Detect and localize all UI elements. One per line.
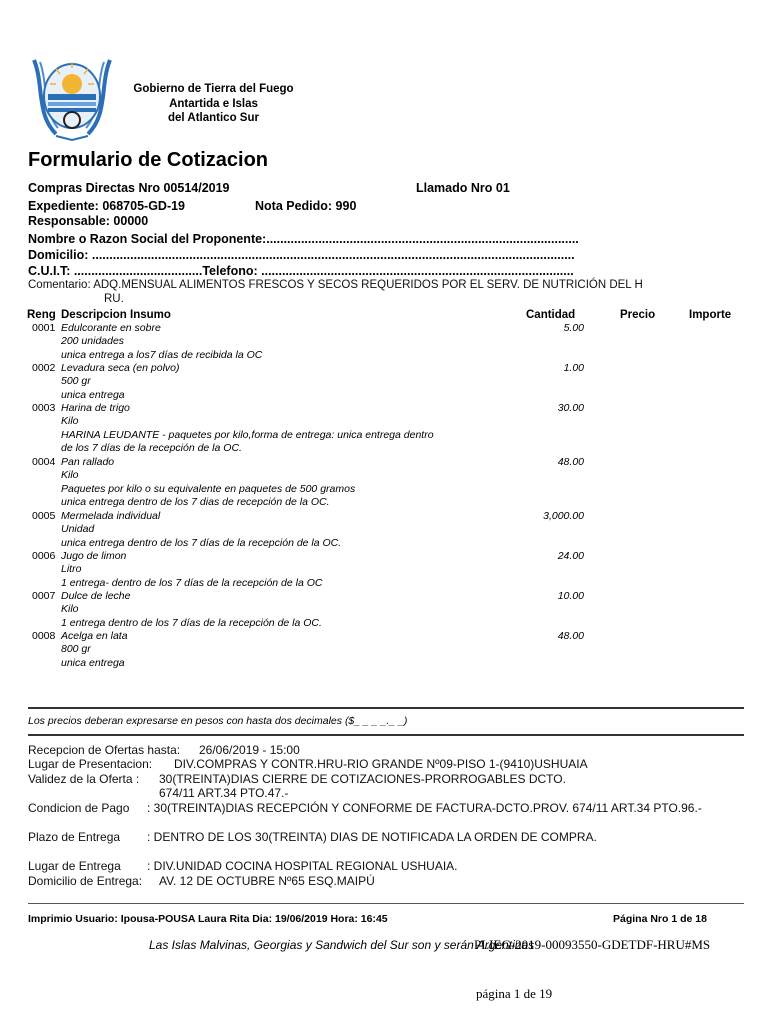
description-line: 500 gr: [61, 375, 91, 388]
row-reng: 0005: [32, 510, 56, 522]
row-description: [61, 322, 262, 362]
validez-value-2: 674/11 ART.34 PTO.47.-: [159, 786, 289, 800]
coat-of-arms-logo: [26, 54, 118, 142]
table-row: [28, 322, 748, 362]
responsable: Responsable: 00000: [28, 214, 149, 228]
row-cantidad: 48.00: [557, 456, 584, 468]
comentario-line-2: RU.: [104, 293, 124, 305]
description-line: 800 gr: [61, 643, 91, 656]
expediente: Expediente: 068705-GD-19: [28, 199, 186, 213]
domicilio-entrega-label: Domicilio de Entrega:: [28, 874, 143, 888]
llamado-number: Llamado Nro 01: [416, 181, 510, 195]
description-line: de los 7 días de la recepción de la OC.: [61, 442, 242, 455]
table-row: [28, 630, 748, 670]
description-line: Kilo: [61, 603, 79, 616]
row-cantidad: 48.00: [557, 630, 584, 642]
divider: [28, 707, 744, 709]
domicilio-field: Domicilio: ...........................................................................................................................................: [28, 248, 575, 262]
condicion-pago-label: Condicion de Pago: [28, 801, 130, 815]
table-row: [28, 510, 748, 550]
row-description: [61, 630, 128, 670]
column-header-reng: Reng: [27, 309, 56, 321]
validez-value-1: 30(TREINTA)DIAS CIERRE DE COTIZACIONES-PRORROGABLES DCTO.: [159, 772, 566, 786]
row-description: [61, 362, 180, 402]
condicion-pago-value: : 30(TREINTA)DIAS RECEPCIÓN Y CONFORME DE FACTURA-DCTO.PROV. 674/11 ART.34 PTO.96.-: [147, 801, 702, 815]
row-reng: 0006: [32, 550, 56, 562]
description-line: Litro: [61, 563, 82, 576]
pagina-nro: Página Nro 1 de 18: [613, 913, 707, 925]
table-row: [28, 590, 748, 630]
table-row: [28, 402, 748, 456]
document-id: PLIEG-2019-00093550-GDETDF-HRU#MS: [474, 937, 711, 952]
org-line-2: Antartida e Islas: [169, 97, 258, 110]
description-line: unica entrega dentro de los 7 dias de recepción de la OC.: [61, 496, 330, 509]
divider: [28, 734, 744, 736]
row-reng: 0008: [32, 630, 56, 642]
imprimio-usuario: Imprimio Usuario: Ipousa-POUSA Laura Rita Dia: 19/06/2019 Hora: 16:45: [28, 913, 388, 925]
row-description: [61, 456, 355, 510]
description-line: Jugo de limon: [61, 550, 127, 562]
description-line: Pan rallado: [61, 456, 115, 468]
table-row: [28, 456, 748, 510]
description-line: unica entrega a los7 días de recibida la OC: [61, 348, 263, 361]
description-line: unica entrega: [61, 656, 125, 669]
org-line-1: Gobierno de Tierra del Fuego: [133, 83, 294, 95]
row-cantidad: 3,000.00: [543, 510, 584, 522]
row-reng: 0002: [32, 362, 56, 374]
table-row: [28, 550, 748, 590]
description-line: HARINA LEUDANTE - paquetes por kilo,forma de entrega: unica entrega dentro: [61, 428, 434, 441]
description-line: Harina de trigo: [61, 402, 130, 414]
recepcion-value: 26/06/2019 - 15:00: [199, 743, 300, 757]
row-cantidad: 1.00: [563, 362, 584, 374]
row-description: [61, 402, 434, 456]
row-reng: 0004: [32, 456, 56, 468]
description-line: Edulcorante en sobre: [61, 322, 161, 334]
plazo-entrega-label: Plazo de Entrega: [28, 830, 121, 844]
row-description: [61, 550, 323, 590]
row-reng: 0007: [32, 590, 56, 602]
description-line: Kilo: [61, 469, 79, 482]
description-line: Dulce de leche: [61, 590, 131, 602]
organization-name: [126, 82, 301, 126]
org-line-3: del Atlantico Sur: [168, 112, 259, 124]
description-line: Levadura seca (en polvo): [61, 362, 180, 374]
table-row: [28, 362, 748, 402]
description-line: 1 entrega dentro de los 7 días de la recepción de la OC.: [61, 616, 322, 629]
plazo-entrega-value: : DENTRO DE LOS 30(TREINTA) DIAS DE NOTIFICADA LA ORDEN DE COMPRA.: [147, 830, 597, 844]
row-description: [61, 590, 322, 630]
domicilio-entrega-value: AV. 12 DE OCTUBRE Nº65 ESQ.MAIPÚ: [159, 874, 375, 888]
description-line: unica entrega dentro de los 7 días de la recepción de la OC.: [61, 536, 342, 549]
validez-label: Validez de la Oferta :: [28, 772, 140, 786]
description-line: Acelga en lata: [61, 630, 128, 642]
nota-pedido: Nota Pedido: 990: [255, 199, 357, 213]
description-line: unica entrega: [61, 388, 125, 401]
row-cantidad: 24.00: [557, 550, 584, 562]
description-line: 200 unidades: [61, 335, 125, 348]
lugar-entrega-label: Lugar de Entrega: [28, 859, 121, 873]
precios-note: Los precios deberan expresarse en pesos con hasta dos decimales ($_ _ _ _._ _): [28, 715, 408, 727]
column-header-precio: Precio: [620, 309, 656, 321]
nombre-razon-social-field: Nombre o Razon Social del Proponente:..........................................................................................: [28, 232, 579, 246]
row-reng: 0003: [32, 402, 56, 414]
divider: [28, 903, 744, 904]
lugar-entrega-value: : DIV.UNIDAD COCINA HOSPITAL REGIONAL USHUAIA.: [147, 859, 458, 873]
description-line: Unidad: [61, 523, 95, 536]
description-line: Mermelada individual: [61, 510, 161, 522]
row-reng: 0001: [32, 322, 56, 334]
column-header-descripcion: Descripcion Insumo: [61, 309, 171, 321]
lugar-presentacion-label: Lugar de Presentacion:: [28, 757, 153, 771]
row-cantidad: 10.00: [557, 590, 584, 602]
column-header-cantidad: Cantidad: [526, 309, 576, 321]
malvinas-statement: Las Islas Malvinas, Georgias y Sandwich del Sur son y serán Argentinas: [149, 938, 535, 952]
recepcion-label: Recepcion de Ofertas hasta:: [28, 743, 181, 757]
row-cantidad: 5.00: [563, 322, 584, 334]
form-title: Formulario de Cotizacion: [28, 149, 269, 171]
column-header-importe: Importe: [689, 309, 732, 321]
row-cantidad: 30.00: [557, 402, 584, 414]
description-line: Kilo: [61, 415, 79, 428]
row-description: [61, 510, 341, 550]
lugar-presentacion-value: DIV.COMPRAS Y CONTR.HRU-RIO GRANDE Nº09-PISO 1-(9410)USHUAIA: [174, 757, 588, 771]
page-counter: página 1 de 19: [476, 986, 553, 1001]
cuit-telefono-field: C.U.I.T: .....................................Telefono: ..........................................................................................: [28, 264, 574, 278]
compras-number: Compras Directas Nro 00514/2019: [28, 181, 230, 195]
comentario-line-1: Comentario: ADQ.MENSUAL ALIMENTOS FRESCOS Y SECOS REQUERIDOS POR EL SERV. DE NUTRICIÓN DEL H: [28, 279, 643, 291]
description-line: Paquetes por kilo o su equivalente en paquetes de 500 gramos: [61, 482, 356, 495]
description-line: 1 entrega- dentro de los 7 días de la recepción de la OC: [61, 576, 323, 589]
